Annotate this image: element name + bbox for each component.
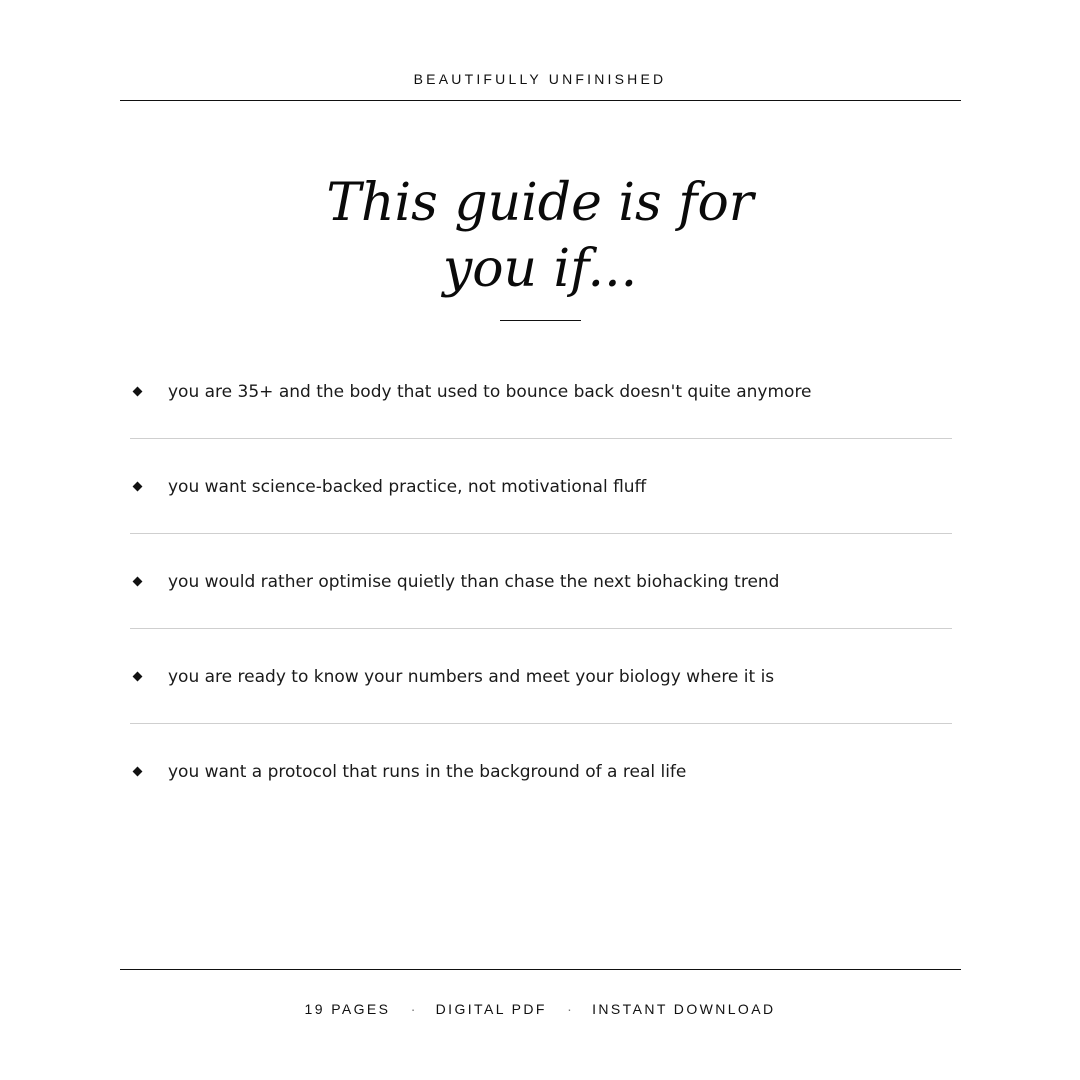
footer-divider bbox=[120, 969, 961, 970]
diamond-bullet-icon bbox=[133, 672, 143, 682]
list-item-text: you want science-backed practice, not motivational fluff bbox=[168, 477, 647, 497]
diamond-bullet-icon bbox=[133, 767, 143, 777]
list-item bbox=[130, 344, 952, 439]
product-details bbox=[0, 1001, 1080, 1017]
list-item-text: you are ready to know your numbers and meet your biology where it is bbox=[168, 667, 775, 687]
file-format: DIGITAL PDF bbox=[435, 1001, 547, 1017]
diamond-bullet-icon bbox=[133, 577, 143, 587]
list-item bbox=[130, 629, 952, 724]
list-item-text: you are 35+ and the body that used to bounce back doesn't quite anymore bbox=[168, 382, 812, 402]
brand-name: BEAUTIFULLY UNFINISHED bbox=[413, 71, 667, 87]
title-line-1: This guide is for bbox=[326, 173, 754, 233]
title-line-2: you if... bbox=[442, 239, 638, 299]
diamond-bullet-icon bbox=[133, 482, 143, 492]
audience-list bbox=[130, 344, 952, 819]
list-item-text: you want a protocol that runs in the background of a real life bbox=[168, 762, 687, 782]
page-title bbox=[0, 170, 1080, 302]
list-item-text: you would rather optimise quietly than chase the next biohacking trend bbox=[168, 572, 780, 592]
list-item bbox=[130, 534, 952, 629]
list-item bbox=[130, 724, 952, 819]
separator-dot: · bbox=[567, 1001, 572, 1017]
delivery-method: INSTANT DOWNLOAD bbox=[592, 1001, 776, 1017]
page-count: 19 PAGES bbox=[304, 1001, 391, 1017]
list-item bbox=[130, 439, 952, 534]
separator-dot: · bbox=[410, 1001, 416, 1017]
title-underline bbox=[500, 320, 581, 321]
diamond-bullet-icon bbox=[133, 387, 143, 397]
header-divider bbox=[120, 100, 961, 101]
